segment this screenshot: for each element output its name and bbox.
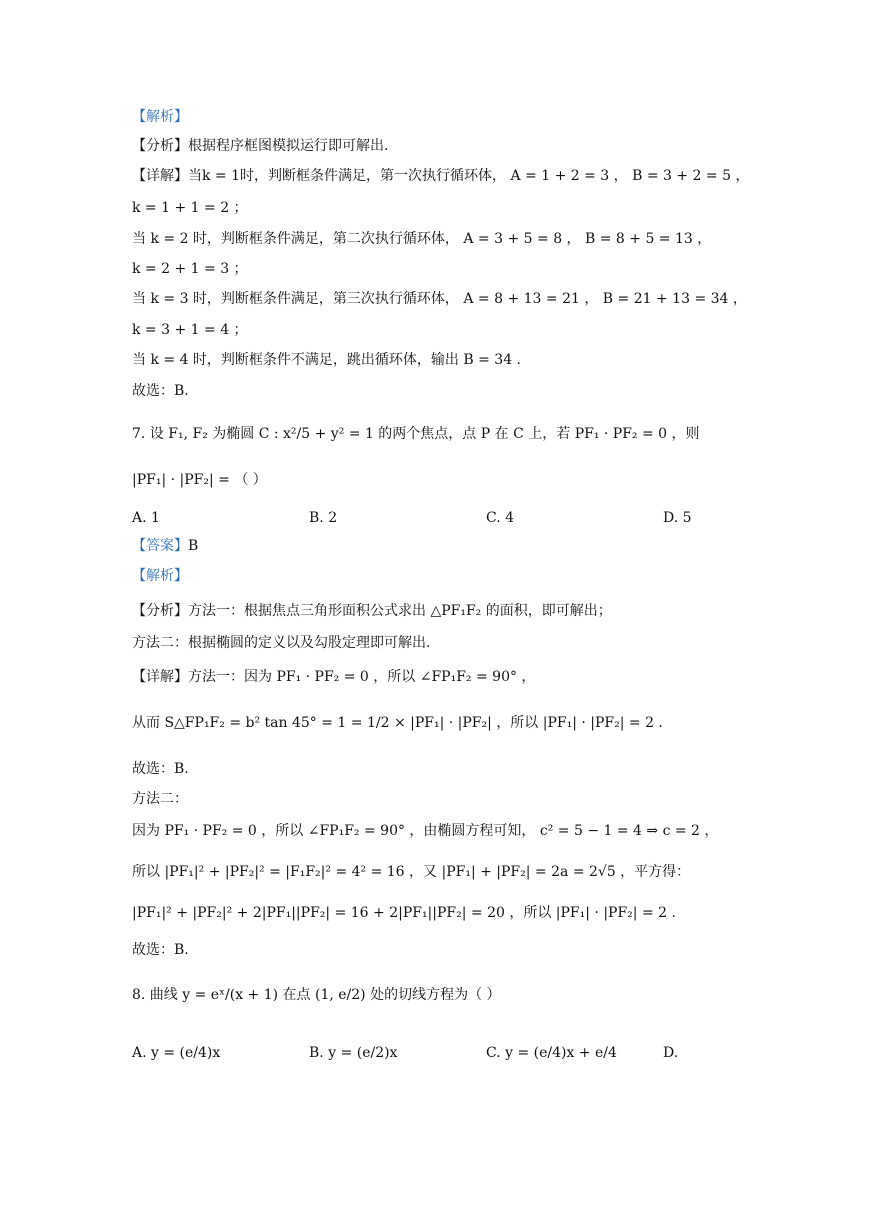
q7-option-a: A. 1 [132, 510, 160, 526]
line-text: 方法一：因为 PF₁ · PF₂ = 0 ，所以 ∠FP₁F₂ = 90° ， [188, 669, 536, 685]
q8-option-a: A. y = (e/4)x [132, 1045, 221, 1061]
line-text: |PF₁|² + |PF₂|² + 2|PF₁||PF₂| = 16 + 2|PF₁||PF₂| = 20 ，所以 |PF₁| · |PF₂| = 2 . [132, 905, 676, 921]
analysis-heading [132, 107, 188, 127]
q6-detail-line-5 [132, 289, 747, 309]
line-text: 故选：B. [132, 761, 189, 777]
line-text: 当k = 1时，判断框条件满足，第一次执行循环体， A = 1 + 2 = 3 ， B = 3 + 2 = 5 ， [188, 168, 750, 184]
line-text: 当 k = 4 时，判断框条件不满足，跳出循环体，输出 B = 34 . [132, 352, 522, 368]
q7-detail-line-2 [132, 713, 663, 733]
tag-label: 【分析】 [132, 138, 188, 154]
q7-method2-line-3 [132, 903, 676, 923]
q6-detail-line-2 [132, 198, 248, 218]
q6-detail-line-3 [132, 229, 711, 249]
line-text: 方法二：根据椭圆的定义以及勾股定理即可解出. [132, 635, 431, 651]
line-text: 根据程序框图模拟运行即可解出. [188, 138, 389, 154]
q8-stem-line [132, 985, 501, 1005]
line-text: 从而 S△FP₁F₂ = b² tan 45° = 1 = 1/2 × |PF₁| · |PF₂| ，所以 |PF₁| · |PF₂| = 2 . [132, 715, 663, 731]
q6-detail-line-6 [132, 320, 248, 340]
tag-label: 【分析】 [132, 603, 188, 619]
line-text: 方法二： [132, 791, 188, 807]
q7-option-d: D. 5 [663, 510, 692, 526]
line-text: k = 1 + 1 = 2 ； [132, 200, 248, 216]
q7-analysis-line-1 [132, 601, 612, 621]
line-text: 方法一：根据焦点三角形面积公式求出 △PF₁F₂ 的面积，即可解出； [188, 603, 612, 619]
q7-detail-line-1 [132, 667, 535, 687]
q7-analysis-line-2 [132, 633, 430, 653]
line-text: 7. 设 F₁, F₂ 为椭圆 C : x²/5 + y² = 1 的两个焦点，点 P 在 C 上，若 PF₁ · PF₂ = 0 ，则 [132, 426, 700, 442]
tag-label: 【解析】 [132, 109, 188, 125]
q7-answer-line-2 [132, 940, 189, 960]
line-text: 当 k = 2 时，判断框条件满足，第二次执行循环体， A = 3 + 5 = 8 ， B = 8 + 5 = 13 ， [132, 231, 712, 247]
q7-method2-heading [132, 789, 188, 809]
q7-method2-line-1 [132, 821, 718, 841]
line-text: k = 3 + 1 = 4 ； [132, 322, 248, 338]
q7-stem-line-1 [132, 424, 700, 444]
q8-option-b: B. y = (e/2)x [309, 1045, 398, 1061]
line-text: 故选：B. [132, 942, 189, 958]
line-text: 故选：B. [132, 383, 189, 399]
q7-answer-tag [132, 536, 198, 556]
q7-answer-line-1 [132, 759, 189, 779]
line-text: k = 2 + 1 = 3 ； [132, 261, 248, 277]
q7-analysis-heading [132, 566, 188, 586]
q8-option-c: C. y = (e/4)x + e/4 [486, 1045, 617, 1061]
line-text: B [188, 538, 199, 554]
tag-label: 【答案】 [132, 538, 188, 554]
q6-detail-line-7 [132, 350, 521, 370]
q6-analysis-line [132, 136, 388, 156]
q7-option-c: C. 4 [486, 510, 515, 526]
line-text: 因为 PF₁ · PF₂ = 0 ，所以 ∠FP₁F₂ = 90° ，由椭圆方程可知， c² = 5 − 1 = 4 ⇒ c = 2 ， [132, 823, 719, 839]
q6-answer-line [132, 381, 189, 401]
tag-label: 【详解】 [132, 669, 188, 685]
line-text: |PF₁| · |PF₂| = （ ） [132, 472, 267, 488]
q8-option-d: D. [663, 1045, 679, 1061]
tag-label: 【解析】 [132, 568, 188, 584]
q7-stem-line-2 [132, 470, 267, 490]
tag-label: 【详解】 [132, 168, 188, 184]
q6-detail-line-1 [132, 166, 749, 186]
line-text: 所以 |PF₁|² + |PF₂|² = |F₁F₂|² = 4² = 16 ，又 |PF₁| + |PF₂| = 2a = 2√5 ，平方得： [132, 864, 691, 880]
q7-method2-line-2 [132, 862, 690, 882]
line-text: 8. 曲线 y = eˣ/(x + 1) 在点 (1, e/2) 处的切线方程为（ ） [132, 987, 501, 1003]
line-text: 当 k = 3 时，判断框条件满足，第三次执行循环体， A = 8 + 13 = 21 ， B = 21 + 13 = 34 ， [132, 291, 747, 307]
q6-detail-line-4 [132, 259, 248, 279]
q7-option-b: B. 2 [309, 510, 338, 526]
